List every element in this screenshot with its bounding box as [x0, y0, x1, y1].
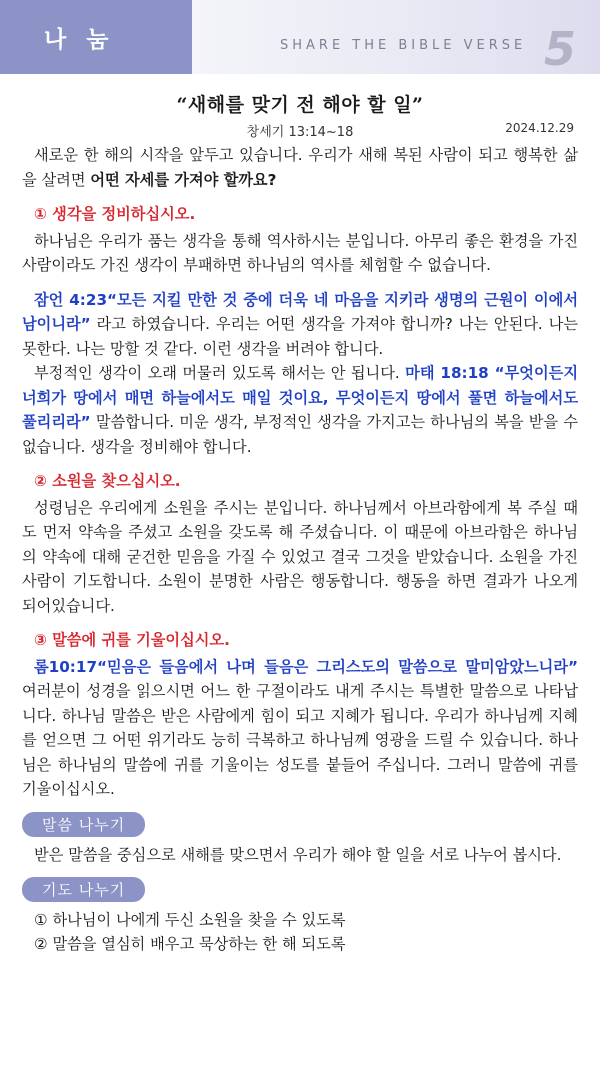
section3-heading: ③ 말씀에 귀를 기울이십시오. [34, 631, 230, 649]
prayer-item: ② 말씀을 열심히 배우고 묵상하는 한 해 되도록 [34, 935, 346, 953]
section-label: 나 눔 [44, 26, 115, 53]
intro-text: 새로운 한 해의 시작을 앞두고 있습니다. 우리가 새해 복된 사람이 되고 행복한 삶을 살려면 [22, 146, 578, 189]
header-subtitle: SHARE THE BIBLE VERSE [280, 38, 527, 53]
scripture-reference: 창세기 13:14~18 [246, 125, 354, 140]
page-header [0, 0, 600, 74]
section1-text2: 라고 하였습니다. 우리는 어떤 생각을 가져야 합니까? 나는 안된다. 나는 못한다. 나는 망할 것 같다. 이런 생각을 버려야 합니다. [22, 315, 578, 358]
prayer-label: 기도 나누기 [22, 877, 145, 902]
section1-paragraph3 [22, 361, 578, 459]
section1-heading: ① 생각을 정비하십시오. [34, 205, 196, 223]
section1-paragraph1: 하나님은 우리가 품는 생각을 통해 역사하시는 분입니다. 아무리 좋은 환경을 가진 사람이라도 가진 생각이 부패하면 하나님의 역사를 체험할 수 없습니다. [22, 231, 578, 274]
section3-text: 여러분이 성경을 읽으시면 어느 한 구절이라도 내게 주시는 특별한 말씀으로 나타납니다. 하나님 말씀은 받은 사람에게 힘이 되고 지혜가 됩니다. 우리가 하나님께 지혜를 얻으면 그 어떤 위기라도 능히 극복하고 하나님께 영광을 드릴 수 있습니다. 하나님은 하나님의 말씀에 귀를 기울이는 성도를 붙들어 주십니다. 그러니 말씀에 귀를 기울이십시오. [22, 682, 578, 798]
section2-paragraph: 성령님은 우리에게 소원을 주시는 분입니다. 하나님께서 아브라함에게 복 주실 때도 먼저 약속을 주셨고 소원을 갖도록 해 주셨습니다. 이 때문에 아브라함은 하나님의 약속에 대해 굳건한 믿음을 가질 수 있었고 결국 그것을 받았습니다. 소원을 가진 사람이 기도합니다. 소원이 분명한 사람은 행동합니다. 행동을 하면 결과가 나오게 되어있습니다. [22, 498, 578, 615]
share-text: 받은 말씀을 중심으로 새해를 맞으면서 우리가 해야 할 일을 서로 나누어 봅시다. [34, 845, 562, 864]
intro-paragraph [22, 143, 578, 192]
section2-heading: ② 소원을 찾으십시오. [34, 472, 181, 490]
section-number: 5 [543, 22, 576, 76]
romans-verse: 롬10:17“믿음은 들음에서 나며 들음은 그리스도의 말씀으로 말미암았느니라” [34, 657, 578, 676]
sermon-date: 2024.12.29 [505, 121, 574, 135]
sermon-title: “새해를 맞기 전 해야 할 일” [176, 94, 424, 116]
proverbs-verse: 잠언 4:23“모든 지킬 만한 것 중에 더욱 네 마음을 지키라 생명의 근원이 이에서 남이니라” [22, 290, 578, 333]
section1-paragraph2 [22, 288, 578, 362]
intro-question: 어떤 자세를 가져야 할까요? [90, 170, 277, 189]
section1-text4: 말씀합니다. 미운 생각, 부정적인 생각을 가지고는 하나님의 복을 받을 수 없습니다. 생각을 정비해야 합니다. [22, 413, 578, 456]
share-label: 말씀 나누기 [22, 812, 145, 837]
matthew-verse: 마태 18:18 “무엇이든지 너희가 땅에서 매면 하늘에서도 매일 것이요, 무엇이든지 땅에서 풀면 하늘에서도 풀리리라” [22, 364, 578, 431]
section1-text3: 부정적인 생각이 오래 머물러 있도록 해서는 안 됩니다. [34, 364, 406, 382]
section3-paragraph [22, 655, 578, 802]
prayer-item: ① 하나님이 나에게 두신 소원을 찾을 수 있도록 [34, 911, 346, 929]
meta-row [22, 121, 578, 143]
section-label-box [0, 0, 192, 74]
header-banner [192, 0, 600, 74]
sermon-body [0, 74, 600, 956]
